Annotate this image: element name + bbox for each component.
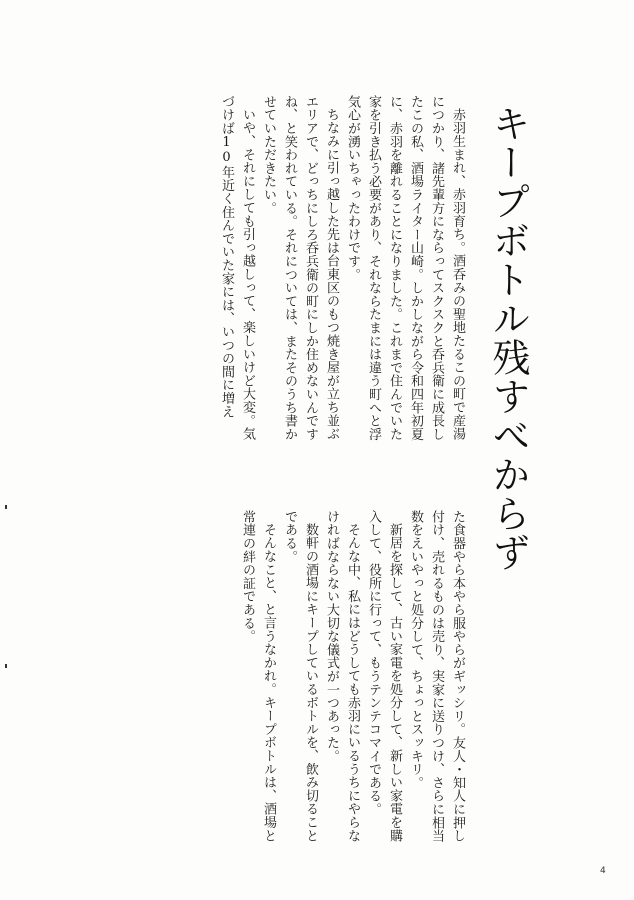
body-text-lower (237, 510, 468, 855)
paragraph: 数軒の酒場にキープしているボトルを、飲み切ることである。 (282, 510, 318, 843)
edge-mark (5, 505, 7, 509)
paragraph: 赤羽生まれ、赤羽育ち。酒呑みの聖地たるこの町で産湯につかり、諸先輩方にならってスクスクと呑兵衛に成長したこの私、酒場ライター山崎。しかしながら令和四年初夏に、赤羽を離れることになりました。これまで住んでいた家を引き払う必要があり、それならたまには違う町へと浮気心が湧いちゃったわけです。 (345, 95, 465, 441)
paragraph: 新居を探して、古い家電を処分して、新しい家電を購入して、役所に行って、もうテンテコマイである。 (366, 510, 402, 843)
article-title: キープボトル残すべからず (486, 104, 530, 572)
body-text-upper (216, 95, 468, 450)
paragraph: た食器やら本やら服やらがギッシリ。友人・知人に押し付け、売れるものは売り、実家に送りつけ、さらに相当数をえいやっと処分して、ちょっとスッキリ。 (408, 510, 465, 843)
paragraph: いや、それにしても引っ越しって、楽しいけど大変。気づけば10年近く住んでいた家には、いつの間に増え (219, 95, 255, 441)
paragraph: ちなみに引っ越した先は台東区のもつ焼き屋が立ち並ぶエリアで、どっちにしろ呑兵衛の町にしか住めないんですね、と笑われている。それについては、またそのうち書かせていただきたい。 (261, 95, 339, 441)
paragraph: そんな中、私にはどうしても赤羽にいるうちにやらなければならない大切な儀式が一つあった。 (324, 510, 360, 843)
paragraph: そんなこと、と言うなかれ。キープボトルは、酒場と常連の絆の証である。 (240, 510, 276, 843)
edge-mark (5, 664, 7, 668)
page-number: 4 (600, 866, 606, 876)
